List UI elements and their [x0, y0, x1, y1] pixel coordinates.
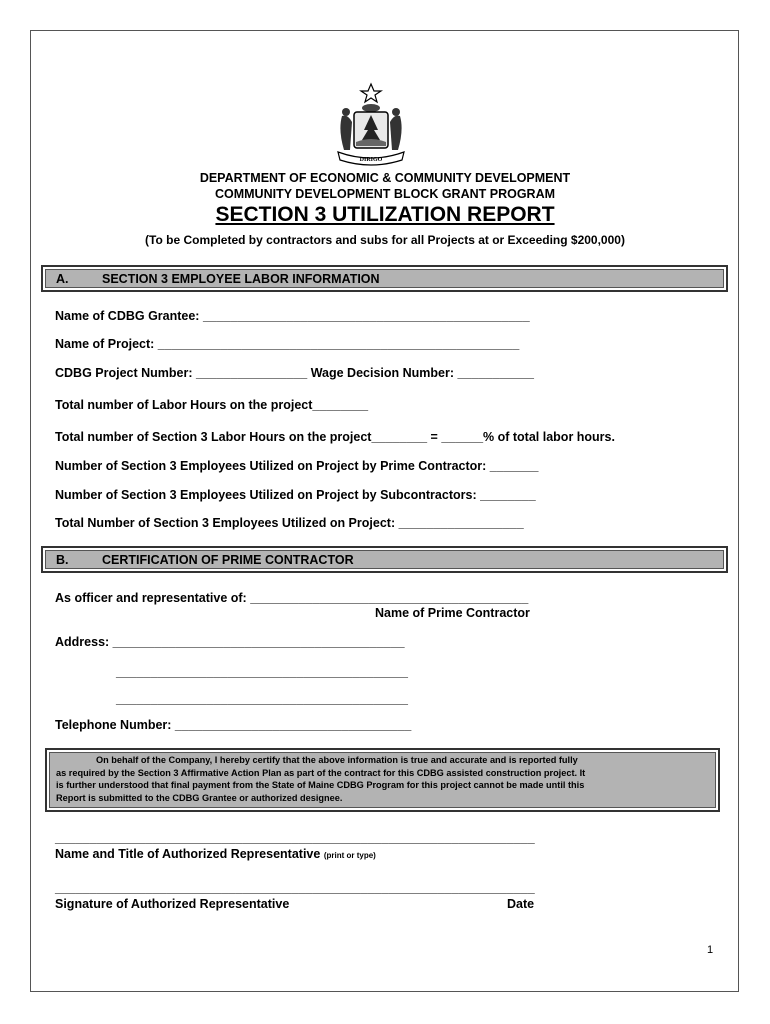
print-note: (print or type)	[323, 851, 376, 860]
prime-contractor-label: Name of Prime Contractor	[375, 606, 530, 620]
prime-employees-field[interactable]: Number of Section 3 Employees Utilized on Project by Prime Contractor: _______	[55, 459, 539, 473]
section-a-header	[41, 265, 728, 292]
signature-line[interactable]: _____________________________________________________________________	[55, 881, 535, 895]
cert-line-2: as required by the Section 3 Affirmative Action Plan as part of the contract for this CDBG assisted construction project. It	[56, 767, 586, 778]
officer-field[interactable]: As officer and representative of: ________________________________________	[55, 591, 529, 605]
cert-line-1: On behalf of the Company, I hereby certify that the above information is true and accurate and is reported fully	[96, 755, 578, 765]
signature-label: Signature of Authorized Representative	[55, 897, 290, 911]
seal-ribbon-text: DIRIGO	[359, 157, 383, 163]
address-line-3[interactable]: __________________________________________	[116, 692, 408, 706]
grantee-field[interactable]: Name of CDBG Grantee: _______________________________________________	[55, 309, 530, 323]
page-number: 1	[707, 944, 714, 956]
address-field[interactable]: Address: __________________________________________	[55, 635, 405, 649]
project-number-field[interactable]: CDBG Project Number: ________________ Wage Decision Number: ___________	[55, 366, 534, 380]
date-label: Date	[507, 897, 535, 911]
report-title: SECTION 3 UTILIZATION REPORT	[215, 203, 555, 226]
section-a-letter: A.	[56, 272, 69, 286]
name-title-label: Name and Title of Authorized Representative	[55, 847, 321, 861]
address-line-2[interactable]: __________________________________________	[116, 665, 408, 679]
department-name: DEPARTMENT OF ECONOMIC & COMMUNITY DEVELOPMENT	[199, 171, 571, 185]
labor-hours-field[interactable]: Total number of Labor Hours on the project________	[55, 398, 369, 412]
certification-statement	[45, 748, 720, 812]
section-b-title: CERTIFICATION OF PRIME CONTRACTOR	[102, 553, 354, 567]
total-employees-field[interactable]: Total Number of Section 3 Employees Utilized on Project: __________________	[55, 516, 524, 530]
section-b-letter: B.	[56, 553, 69, 567]
report-subtitle: (To be Completed by contractors and subs for all Projects at or Exceeding $200,000)	[145, 233, 625, 247]
name-title-line[interactable]: _____________________________________________________________________	[55, 831, 535, 845]
cert-line-3: is further understood that final payment from the State of Maine CDBG Program for this project cannot be made until this	[56, 780, 585, 790]
cert-line-4: Report is submitted to the CDBG Grantee or authorized designee.	[56, 792, 343, 803]
section-a-title: SECTION 3 EMPLOYEE LABOR INFORMATION	[102, 272, 380, 286]
project-name-field[interactable]: Name of Project: ____________________________________________________	[55, 337, 520, 351]
telephone-field[interactable]: Telephone Number: __________________________________	[55, 718, 412, 732]
name-title-label-row	[55, 847, 376, 861]
sub-employees-field[interactable]: Number of Section 3 Employees Utilized on Project by Subcontractors: ________	[55, 488, 536, 502]
section-b-header	[41, 546, 728, 573]
state-seal-icon	[334, 82, 408, 168]
section3-hours-field[interactable]: Total number of Section 3 Labor Hours on the project________ = ______% of total labor hours.	[55, 430, 615, 444]
program-name: COMMUNITY DEVELOPMENT BLOCK GRANT PROGRAM	[214, 187, 556, 201]
